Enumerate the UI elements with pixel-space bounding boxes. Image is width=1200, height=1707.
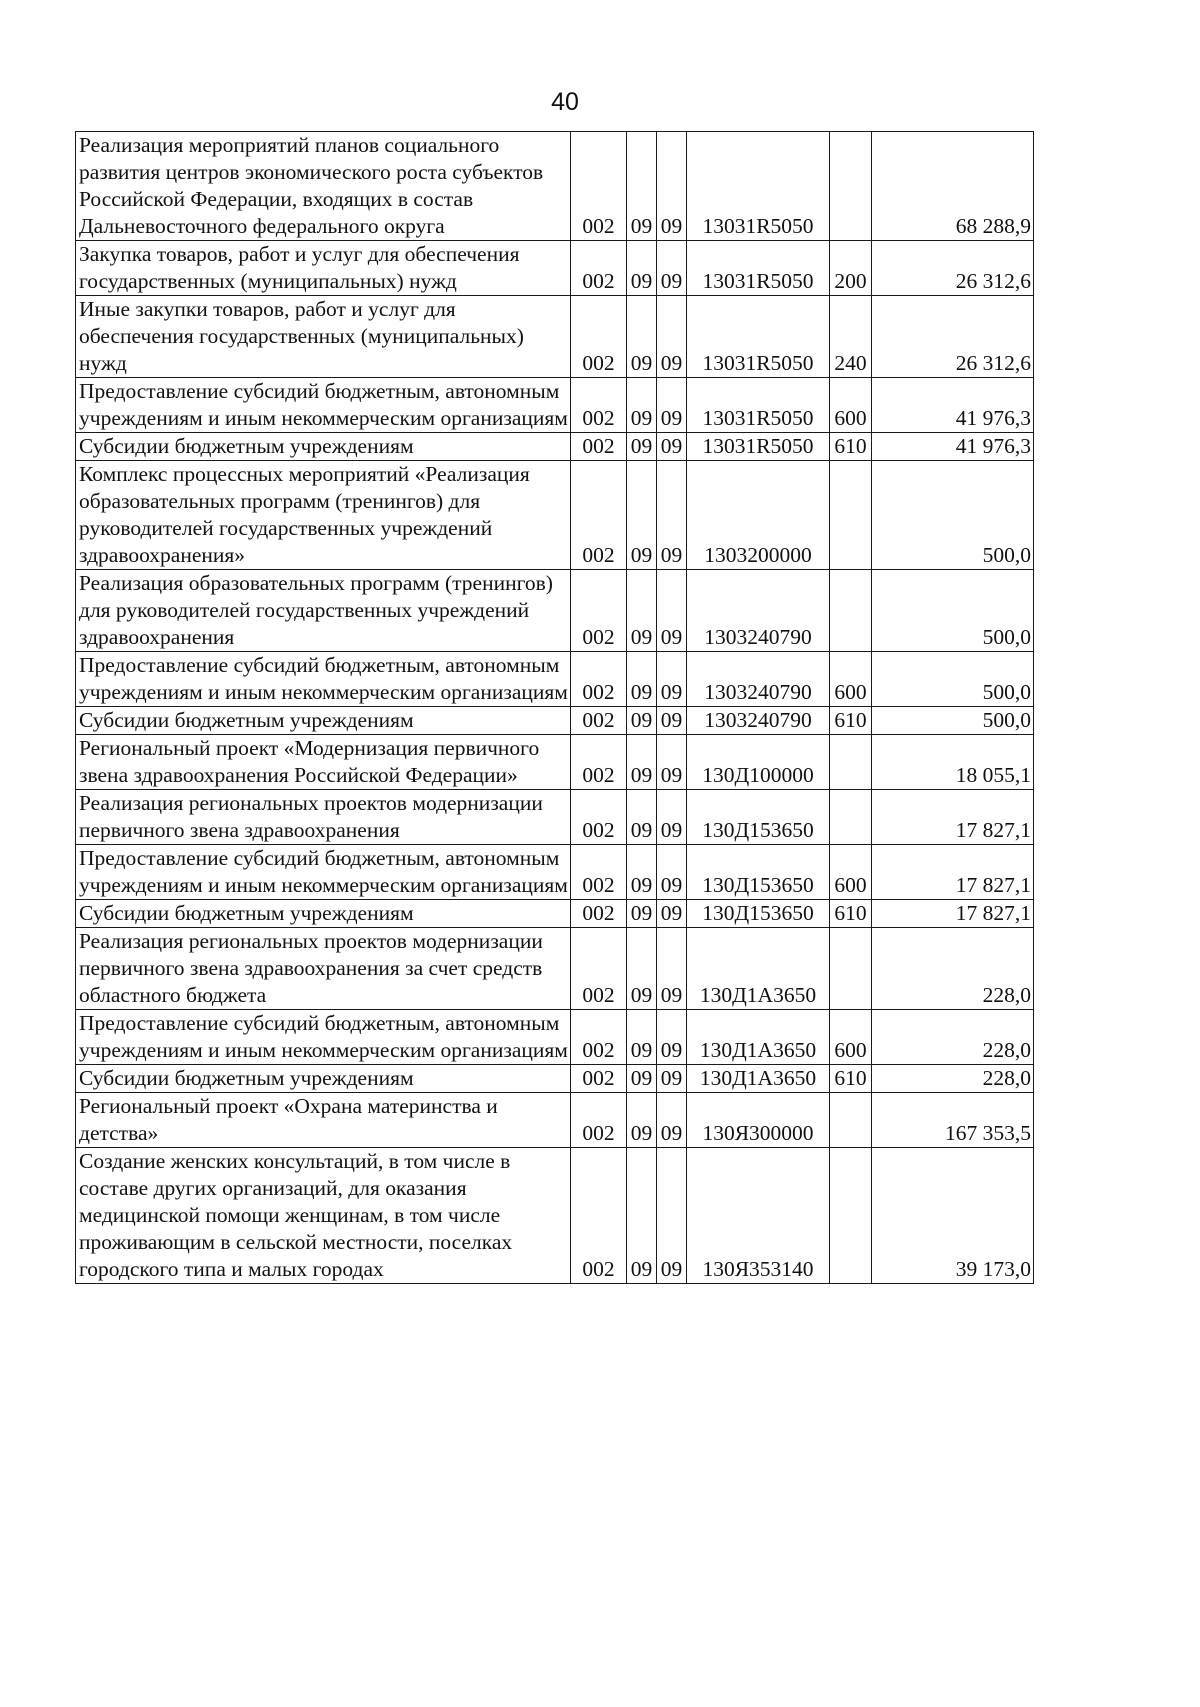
row-subsection-code: 09 — [657, 296, 687, 378]
row-amount: 167 353,5 — [872, 1093, 1034, 1148]
row-grbs-code: 002 — [571, 790, 627, 845]
table-row — [76, 1010, 1034, 1065]
row-grbs-code: 002 — [571, 378, 627, 433]
row-section-code: 09 — [627, 1148, 657, 1284]
row-grbs-code: 002 — [571, 570, 627, 652]
row-grbs-code: 002 — [571, 1093, 627, 1148]
row-grbs-code: 002 — [571, 1148, 627, 1284]
row-name: Субсидии бюджетным учреждениям — [76, 900, 571, 928]
row-expense-type-code — [830, 461, 872, 570]
row-section-code: 09 — [627, 1010, 657, 1065]
page-number: 40 — [551, 88, 579, 116]
row-name: Реализация мероприятий планов социального развития центров экономического роста субъектов Российской Федерации, входящих в состав Дальневосточного федерального округа — [76, 132, 571, 241]
row-subsection-code: 09 — [657, 735, 687, 790]
row-grbs-code: 002 — [571, 707, 627, 735]
row-expense-type-code — [830, 570, 872, 652]
table-row — [76, 652, 1034, 707]
row-name: Предоставление субсидий бюджетным, автономным учреждениям и иным некоммерческим организациям — [76, 652, 571, 707]
row-grbs-code: 002 — [571, 1065, 627, 1093]
row-name: Субсидии бюджетным учреждениям — [76, 707, 571, 735]
table-row — [76, 928, 1034, 1010]
row-amount: 17 827,1 — [872, 790, 1034, 845]
row-subsection-code: 09 — [657, 241, 687, 296]
row-section-code: 09 — [627, 845, 657, 900]
row-target-article-code: 130Д1А3650 — [687, 1065, 830, 1093]
row-name: Создание женских консультаций, в том числе в составе других организаций, для оказания медицинской помощи женщинам, в том числе проживающим в сельской местности, поселках городского типа и малых городах — [76, 1148, 571, 1284]
row-grbs-code: 002 — [571, 928, 627, 1010]
row-subsection-code: 09 — [657, 461, 687, 570]
row-section-code: 09 — [627, 652, 657, 707]
row-amount: 41 976,3 — [872, 378, 1034, 433]
row-amount: 18 055,1 — [872, 735, 1034, 790]
table-row — [76, 1148, 1034, 1284]
row-grbs-code: 002 — [571, 296, 627, 378]
row-target-article-code: 1303240790 — [687, 652, 830, 707]
row-grbs-code: 002 — [571, 461, 627, 570]
table-row — [76, 1065, 1034, 1093]
row-grbs-code: 002 — [571, 132, 627, 241]
budget-table — [75, 131, 1034, 1284]
row-name: Региональный проект «Охрана материнства и детства» — [76, 1093, 571, 1148]
row-target-article-code: 1303240790 — [687, 707, 830, 735]
row-name: Комплекс процессных мероприятий «Реализация образовательных программ (тренингов) для руководителей государственных учреждений здравоохранения» — [76, 461, 571, 570]
row-grbs-code: 002 — [571, 241, 627, 296]
row-amount: 500,0 — [872, 570, 1034, 652]
row-name: Иные закупки товаров, работ и услуг для обеспечения государственных (муниципальных) нужд — [76, 296, 571, 378]
row-target-article-code: 13031R5050 — [687, 296, 830, 378]
row-subsection-code: 09 — [657, 378, 687, 433]
row-amount: 500,0 — [872, 652, 1034, 707]
row-section-code: 09 — [627, 378, 657, 433]
row-target-article-code: 13031R5050 — [687, 241, 830, 296]
row-name: Реализация образовательных программ (тренингов) для руководителей государственных учреждений здравоохранения — [76, 570, 571, 652]
table-row — [76, 132, 1034, 241]
row-grbs-code: 002 — [571, 1010, 627, 1065]
row-expense-type-code: 600 — [830, 378, 872, 433]
row-amount: 228,0 — [872, 1010, 1034, 1065]
row-name: Закупка товаров, работ и услуг для обеспечения государственных (муниципальных) нужд — [76, 241, 571, 296]
row-amount: 68 288,9 — [872, 132, 1034, 241]
row-section-code: 09 — [627, 1093, 657, 1148]
table-row — [76, 296, 1034, 378]
row-target-article-code: 130Д1А3650 — [687, 1010, 830, 1065]
row-target-article-code: 130Д153650 — [687, 845, 830, 900]
row-expense-type-code: 200 — [830, 241, 872, 296]
row-amount: 228,0 — [872, 1065, 1034, 1093]
row-subsection-code: 09 — [657, 132, 687, 241]
row-target-article-code: 130Д153650 — [687, 790, 830, 845]
row-name: Предоставление субсидий бюджетным, автономным учреждениям и иным некоммерческим организациям — [76, 378, 571, 433]
row-name: Предоставление субсидий бюджетным, автономным учреждениям и иным некоммерческим организациям — [76, 1010, 571, 1065]
row-subsection-code: 09 — [657, 928, 687, 1010]
row-name: Реализация региональных проектов модернизации первичного звена здравоохранения за счет средств областного бюджета — [76, 928, 571, 1010]
row-expense-type-code: 600 — [830, 1010, 872, 1065]
row-expense-type-code: 240 — [830, 296, 872, 378]
row-subsection-code: 09 — [657, 433, 687, 461]
row-target-article-code: 130Д1А3650 — [687, 928, 830, 1010]
row-grbs-code: 002 — [571, 652, 627, 707]
row-name: Региональный проект «Модернизация первичного звена здравоохранения Российской Федерации» — [76, 735, 571, 790]
row-expense-type-code — [830, 1093, 872, 1148]
row-section-code: 09 — [627, 241, 657, 296]
row-section-code: 09 — [627, 928, 657, 1010]
table-row — [76, 461, 1034, 570]
row-target-article-code: 13031R5050 — [687, 433, 830, 461]
row-grbs-code: 002 — [571, 735, 627, 790]
row-target-article-code: 130Я300000 — [687, 1093, 830, 1148]
table-row — [76, 735, 1034, 790]
row-subsection-code: 09 — [657, 1093, 687, 1148]
row-amount: 228,0 — [872, 928, 1034, 1010]
table-row — [76, 433, 1034, 461]
row-section-code: 09 — [627, 1065, 657, 1093]
row-name: Предоставление субсидий бюджетным, автономным учреждениям и иным некоммерческим организациям — [76, 845, 571, 900]
row-target-article-code: 130Д100000 — [687, 735, 830, 790]
row-amount: 39 173,0 — [872, 1148, 1034, 1284]
row-expense-type-code: 610 — [830, 433, 872, 461]
row-target-article-code: 13031R5050 — [687, 132, 830, 241]
row-expense-type-code — [830, 735, 872, 790]
row-amount: 26 312,6 — [872, 241, 1034, 296]
row-grbs-code: 002 — [571, 433, 627, 461]
row-target-article-code: 130Д153650 — [687, 900, 830, 928]
row-subsection-code: 09 — [657, 1010, 687, 1065]
table-row — [76, 790, 1034, 845]
row-expense-type-code — [830, 790, 872, 845]
row-section-code: 09 — [627, 296, 657, 378]
row-name: Реализация региональных проектов модернизации первичного звена здравоохранения — [76, 790, 571, 845]
row-subsection-code: 09 — [657, 790, 687, 845]
row-amount: 500,0 — [872, 707, 1034, 735]
table-row — [76, 570, 1034, 652]
row-expense-type-code: 600 — [830, 845, 872, 900]
row-amount: 500,0 — [872, 461, 1034, 570]
row-section-code: 09 — [627, 433, 657, 461]
row-section-code: 09 — [627, 790, 657, 845]
row-name: Субсидии бюджетным учреждениям — [76, 433, 571, 461]
row-amount: 17 827,1 — [872, 845, 1034, 900]
row-section-code: 09 — [627, 707, 657, 735]
row-subsection-code: 09 — [657, 900, 687, 928]
row-subsection-code: 09 — [657, 707, 687, 735]
row-expense-type-code — [830, 1148, 872, 1284]
table-row — [76, 378, 1034, 433]
row-section-code: 09 — [627, 735, 657, 790]
row-amount: 26 312,6 — [872, 296, 1034, 378]
table-row — [76, 707, 1034, 735]
row-amount: 41 976,3 — [872, 433, 1034, 461]
row-target-article-code: 13031R5050 — [687, 378, 830, 433]
table-row — [76, 1093, 1034, 1148]
row-grbs-code: 002 — [571, 845, 627, 900]
row-expense-type-code: 600 — [830, 652, 872, 707]
row-subsection-code: 09 — [657, 1148, 687, 1284]
row-name: Субсидии бюджетным учреждениям — [76, 1065, 571, 1093]
budget-table-body — [76, 132, 1034, 1284]
row-expense-type-code: 610 — [830, 707, 872, 735]
row-subsection-code: 09 — [657, 845, 687, 900]
row-target-article-code: 1303200000 — [687, 461, 830, 570]
row-expense-type-code — [830, 132, 872, 241]
table-row — [76, 900, 1034, 928]
row-amount: 17 827,1 — [872, 900, 1034, 928]
row-expense-type-code: 610 — [830, 1065, 872, 1093]
row-expense-type-code: 610 — [830, 900, 872, 928]
row-expense-type-code — [830, 928, 872, 1010]
row-target-article-code: 1303240790 — [687, 570, 830, 652]
row-target-article-code: 130Я353140 — [687, 1148, 830, 1284]
row-subsection-code: 09 — [657, 652, 687, 707]
row-section-code: 09 — [627, 900, 657, 928]
row-section-code: 09 — [627, 132, 657, 241]
table-row — [76, 241, 1034, 296]
row-subsection-code: 09 — [657, 570, 687, 652]
row-section-code: 09 — [627, 461, 657, 570]
row-subsection-code: 09 — [657, 1065, 687, 1093]
row-section-code: 09 — [627, 570, 657, 652]
table-row — [76, 845, 1034, 900]
row-grbs-code: 002 — [571, 900, 627, 928]
